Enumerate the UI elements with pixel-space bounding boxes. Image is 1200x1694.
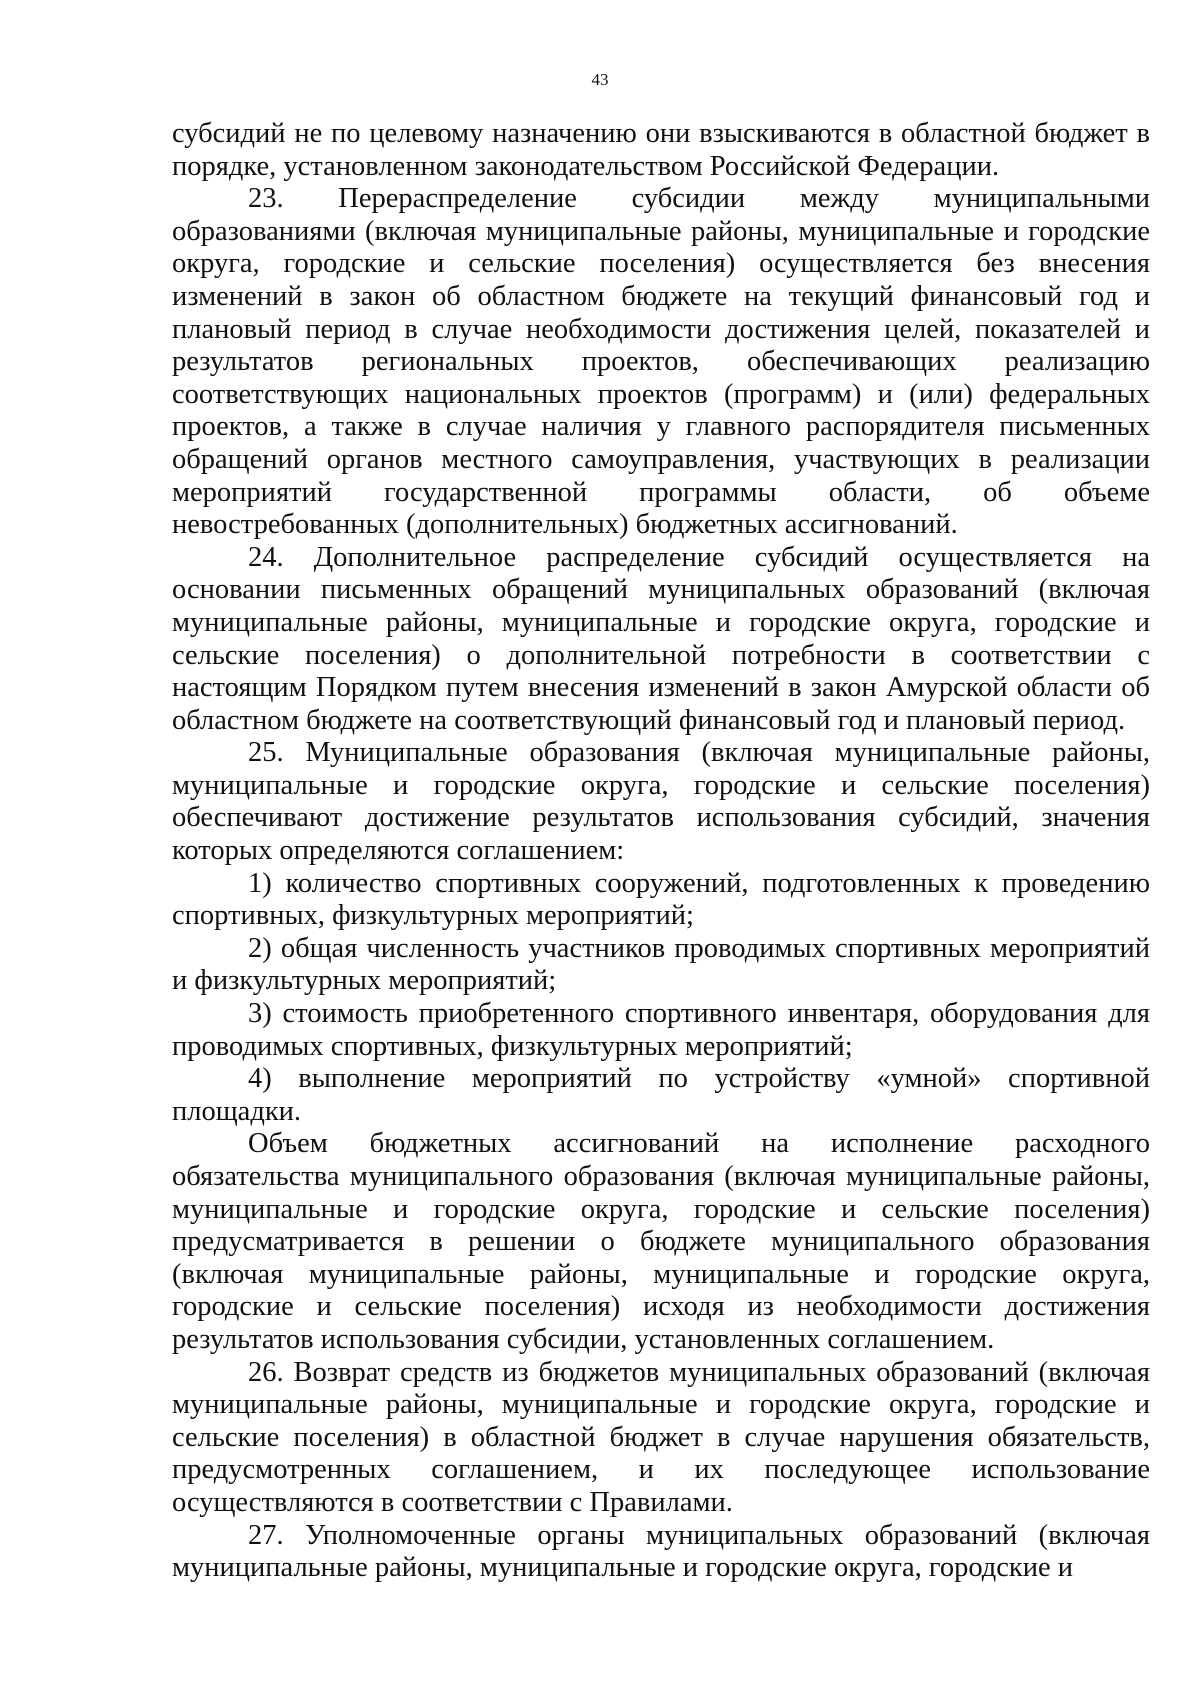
paragraph-budget-volume: Объем бюджетных ассигнований на исполнение расходного обязательства муниципального образования (включая муниципальные районы, муниципальные и городские округа, городские и сельские поселения) предусматривается в решении о бюджете муниципального образования (включая муниципальные районы, муниципальные и городские округа, городские и сельские поселения) исходя из необходимости достижения результатов использования субсидии, установленных соглашением. [172,1128,1150,1355]
paragraph-24: 24. Дополнительное распределение субсидий осуществляется на основании письменных обращений муниципальных образований (включая муниципальные районы, муниципальные и городские округа, городские и сельские поселения) о дополнительной потребности в соответствии с настоящим Порядком путем внесения изменений в закон Амурской области об областном бюджете на соответствующий финансовый год и плановый период. [172,541,1150,736]
paragraph-25: 25. Муниципальные образования (включая муниципальные районы, муниципальные и городские округа, городские и сельские поселения) обеспечивают достижение результатов использования субсидий, значения которых определяются соглашением: [172,737,1150,867]
list-item-1: 1) количество спортивных сооружений, подготовленных к проведению спортивных, физкультурных мероприятий; [172,867,1150,932]
list-item-2: 2) общая численность участников проводимых спортивных мероприятий и физкультурных мероприятий; [172,932,1150,997]
paragraph-26: 26. Возврат средств из бюджетов муниципальных образований (включая муниципальные районы, муниципальные и городские округа, городские и сельские поселения) в областной бюджет в случае нарушения обязательств, предусмотренных соглашением, и их последующее использование осуществляются в соответствии с Правилами. [172,1356,1150,1518]
paragraph-continuation: субсидий не по целевому назначению они взыскиваются в областной бюджет в порядке, установленном законодательством Российской Федерации. [172,118,1150,182]
list-item-4: 4) выполнение мероприятий по устройству «умной» спортивной площадки. [172,1063,1150,1127]
paragraph-23: 23. Перераспределение субсидии между муниципальными образованиями (включая муниципальные районы, муниципальные и городские округа, городские и сельские поселения) осуществляется без внесения изменений в закон об областном бюджете на текущий финансовый год и плановый период в случае необходимости достижения целей, показателей и результатов региональных проектов, обеспечивающих реализацию соответствующих национальных проектов (программ) и (или) федеральных проектов, а также в случае наличия у главного распорядителя письменных обращений органов местного самоуправления, участвующих в реализации мероприятий государственной программы области, об объеме невостребованных (дополнительных) бюджетных ассигнований. [172,183,1150,541]
document-body [172,118,1150,1585]
paragraph-27: 27. Уполномоченные органы муниципальных образований (включая муниципальные районы, муниципальные и городские округа, городские и [172,1519,1150,1584]
page-number: 43 [591,70,609,89]
list-item-3: 3) стоимость приобретенного спортивного инвентаря, оборудования для проводимых спортивных, физкультурных мероприятий; [172,998,1150,1062]
